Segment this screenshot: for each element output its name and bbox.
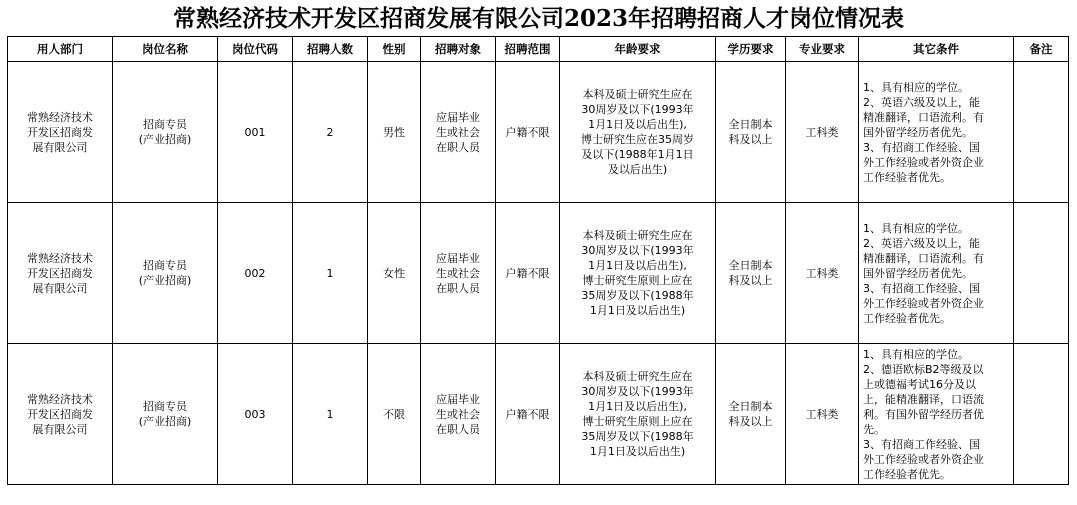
target-cell: 应届毕业 生或社会 在职人员 [421,62,496,203]
position-cell: 招商专员 (产业招商) [113,203,218,344]
header-cell: 招聘人数 [293,37,368,62]
header-cell: 岗位名称 [113,37,218,62]
header-cell: 招聘范围 [496,37,560,62]
table-row [8,203,1069,344]
other-cell: 1、具有相应的学位。 2、英语六级及以上，能 精准翻译，口语流利。有 国外留学经历者优先。 3、有招商工作经验、国 外工作经验或者外资企业 工作经验者优先。 [859,62,1014,203]
scope-cell: 户籍不限 [496,203,560,344]
header-cell: 岗位代码 [218,37,293,62]
edu-cell: 全日制本 科及以上 [716,62,786,203]
other-cell: 1、具有相应的学位。 2、英语六级及以上，能 精准翻译，口语流利。有 国外留学经历者优先。 3、有招商工作经验、国 外工作经验或者外资企业 工作经验者优先。 [859,203,1014,344]
header-cell: 备注 [1014,37,1069,62]
code-cell: 001 [218,62,293,203]
gender-cell: 男性 [368,62,421,203]
document-title: 常熟经济技术开发区招商发展有限公司2023年招聘招商人才岗位情况表 [172,5,904,32]
dept-cell: 常熟经济技术 开发区招商发 展有限公司 [8,344,113,485]
header-cell: 学历要求 [716,37,786,62]
count-cell: 1 [293,344,368,485]
code-cell: 002 [218,203,293,344]
table-row [8,344,1069,485]
age-cell: 本科及硕士研究生应在 30周岁及以下(1993年 1月1日及以后出生), 博士研究生原则上应在 35周岁及以下(1988年 1月1日及以后出生) [560,203,716,344]
dept-cell: 常熟经济技术 开发区招商发 展有限公司 [8,203,113,344]
header-cell: 年龄要求 [560,37,716,62]
target-cell: 应届毕业 生或社会 在职人员 [421,203,496,344]
age-cell: 本科及硕士研究生应在 30周岁及以下(1993年 1月1日及以后出生), 博士研究生原则上应在 35周岁及以下(1988年 1月1日及以后出生) [560,344,716,485]
count-cell: 2 [293,62,368,203]
recruitment-table [7,36,1069,485]
position-cell: 招商专员 (产业招商) [113,62,218,203]
header-cell: 专业要求 [786,37,859,62]
gender-cell: 女性 [368,203,421,344]
header-cell: 其它条件 [859,37,1014,62]
header-row [8,37,1069,62]
remark-cell [1014,62,1069,203]
scope-cell: 户籍不限 [496,62,560,203]
remark-cell [1014,344,1069,485]
target-cell: 应届毕业 生或社会 在职人员 [421,344,496,485]
dept-cell: 常熟经济技术 开发区招商发 展有限公司 [8,62,113,203]
edu-cell: 全日制本 科及以上 [716,344,786,485]
major-cell: 工科类 [786,62,859,203]
count-cell: 1 [293,203,368,344]
remark-cell [1014,203,1069,344]
position-cell: 招商专员 (产业招商) [113,344,218,485]
edu-cell: 全日制本 科及以上 [716,203,786,344]
gender-cell: 不限 [368,344,421,485]
table-row [8,62,1069,203]
major-cell: 工科类 [786,344,859,485]
major-cell: 工科类 [786,203,859,344]
scope-cell: 户籍不限 [496,344,560,485]
header-cell: 用人部门 [8,37,113,62]
age-cell: 本科及硕士研究生应在 30周岁及以下(1993年 1月1日及以后出生), 博士研究生应在35周岁 及以下(1988年1月1日 及以后出生) [560,62,716,203]
other-cell: 1、具有相应的学位。 2、德语欧标B2等级及以 上或德福考试16分及以 上，能精准翻译，口语流 利。有国外留学经历者优 先。 3、有招商工作经验、国 外工作经验或者外资企业 工作经验者优先。 [859,344,1014,485]
code-cell: 003 [218,344,293,485]
header-cell: 性别 [368,37,421,62]
header-cell: 招聘对象 [421,37,496,62]
